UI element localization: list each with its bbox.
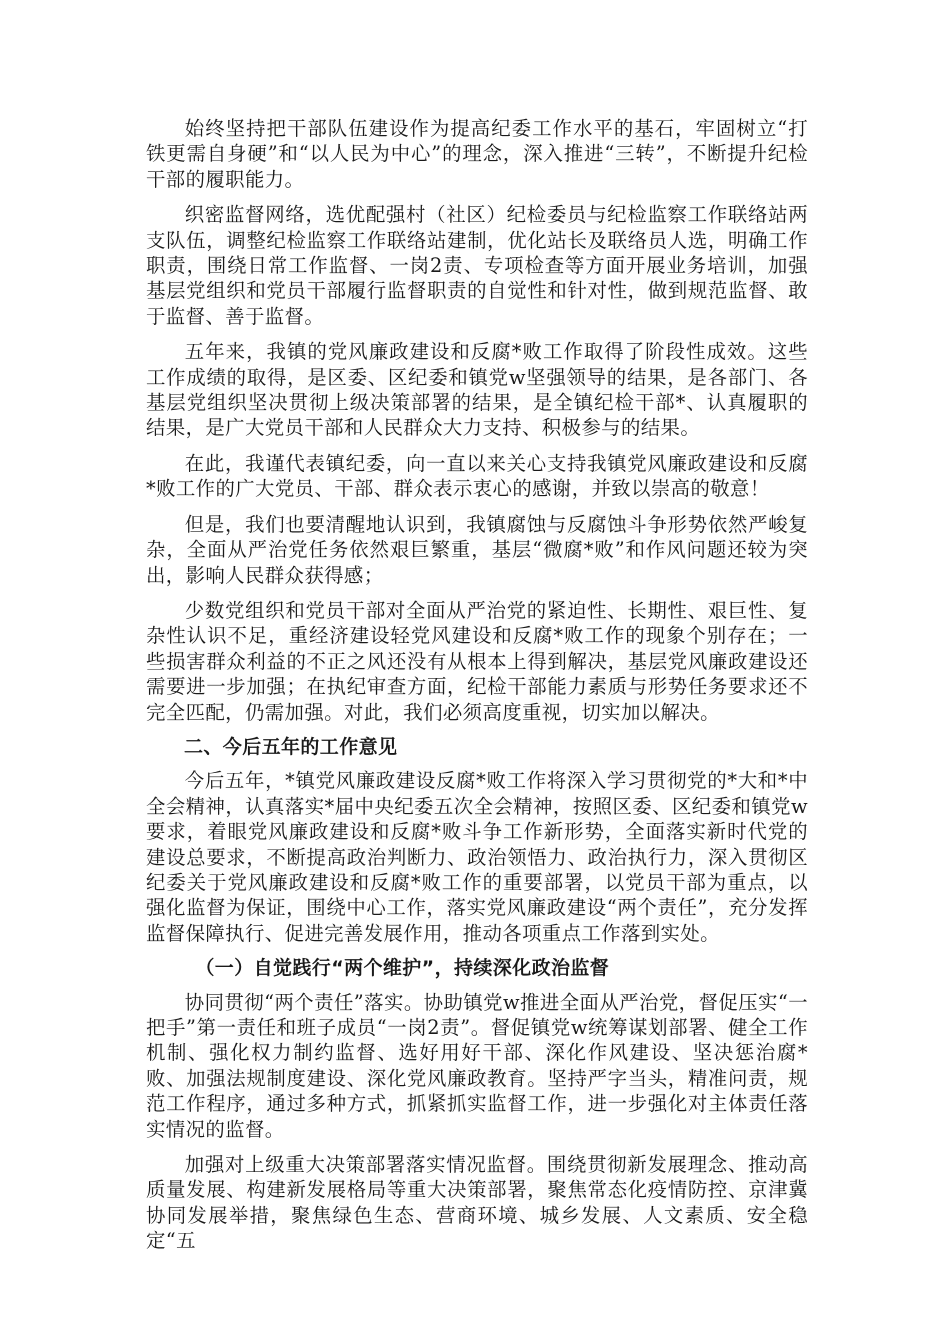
body-paragraph: 协同贯彻“两个责任”落实。协助镇党w推进全面从严治党，督促压实“一把手”第一责任和班子成员“一岗2责”。督促镇党w统筹谋划部署、健全工作机制、强化权力制约监督、选好用好干部、深化作风建设、坚决惩治腐*败、加强法规制度建设、深化党风廉政教育。坚持严字当头，精准问责，规范工作程序，通过多种方式，抓紧抓实监督工作，进一步强化对主体责任落实情况的监督。 [146,990,808,1141]
document-body [146,116,808,1264]
section-heading: 二、今后五年的工作意见 [184,735,398,758]
body-paragraph: 加强对上级重大决策部署落实情况监督。围绕贯彻新发展理念、推动高质量发展、构建新发展格局等重大决策部署，聚焦常态化疫情防控、京津冀协同发展举措，聚焦绿色生态、营商环境、城乡发展、人文素质、安全稳定“五 [146,1153,808,1253]
body-paragraph: 织密监督网络，选优配强村（社区）纪检委员与纪检监察工作联络站两支队伍，调整纪检监察工作联络站建制，优化站长及联络员人选，明确工作职责，围绕日常工作监督、一岗2责、专项检查等方面开展业务培训，加强基层党组织和党员干部履行监督职责的自觉性和针对性，做到规范监督、敢于监督、善于监督。 [146,203,808,328]
body-paragraph: 但是，我们也要清醒地认识到，我镇腐蚀与反腐蚀斗争形势依然严峻复杂，全面从严治党任务依然艰巨繁重，基层“微腐*败”和作风问题还较为突出，影响人民群众获得感； [146,512,808,587]
body-paragraph: 今后五年，*镇党风廉政建设反腐*败工作将深入学习贯彻党的*大和*中全会精神，认真落实*届中央纪委五次全会精神，按照区委、区纪委和镇党w要求，着眼党风廉政建设和反腐*败斗争工作新形势，全面落实新时代党的建设总要求，不断提高政治判断力、政治领悟力、政治执行力，深入贯彻区纪委关于党风廉政建设和反腐*败工作的重要部署，以党员干部为重点，以强化监督为保证，围绕中心工作，落实党风廉政建设“两个责任”，充分发挥监督保障执行、促进完善发展作用，推动各项重点工作落到实处。 [146,769,808,945]
body-paragraph: 五年来，我镇的党风廉政建设和反腐*败工作取得了阶段性成效。这些工作成绩的取得，是区委、区纪委和镇党w坚强领导的结果，是各部门、各基层党组织坚决贯彻上级决策部署的结果，是全镇纪检干部*、认真履职的结果，是广大党员干部和人民群众大力支持、积极参与的结果。 [146,340,808,440]
body-paragraph: 少数党组织和党员干部对全面从严治党的紧迫性、长期性、艰巨性、复杂性认识不足，重经济建设轻党风建设和反腐*败工作的现象个别存在；一些损害群众利益的不正之风还没有从根本上得到解决，基层党风廉政建设还需要进一步加强；在执纪审查方面，纪检干部能力素质与形势任务要求还不完全匹配，仍需加强。对此，我们必须高度重视，切实加以解决。 [146,598,808,724]
subsection-heading: （一）自觉践行“两个维护”，持续深化政治监督 [195,957,610,980]
body-paragraph: 始终坚持把干部队伍建设作为提高纪委工作水平的基石，牢固树立“打铁更需自身硬”和“以人民为中心”的理念，深入推进“三转”，不断提升纪检干部的履职能力。 [146,117,808,191]
body-paragraph: 在此，我谨代表镇纪委，向一直以来关心支持我镇党风廉政建设和反腐*败工作的广大党员、干部、群众表示衷心的感谢，并致以崇高的敬意！ [146,451,808,501]
